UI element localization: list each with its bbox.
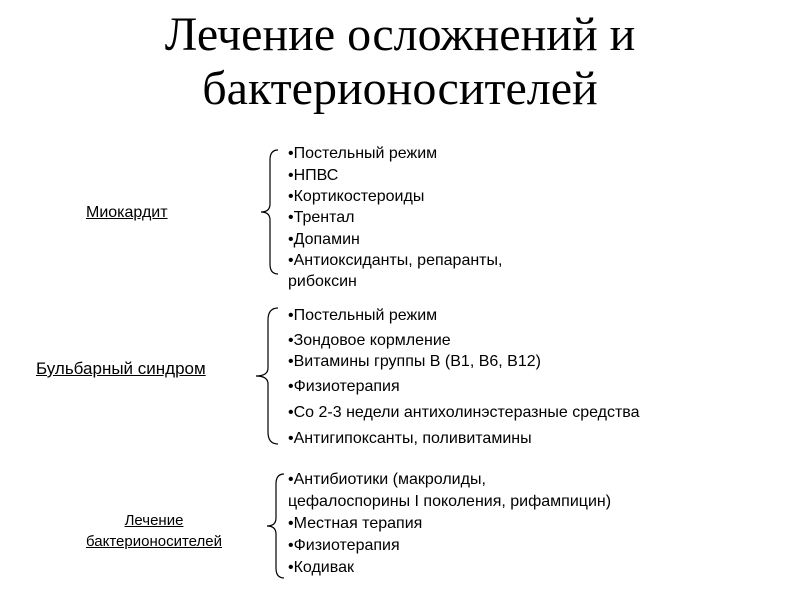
section-label-line-2: бактерионосителей <box>86 533 222 550</box>
list-item: •Физиотерапия <box>288 537 400 554</box>
list-item: •Допамин <box>288 231 360 248</box>
list-item: •Со 2-3 недели антихолинэстеразные средства <box>288 404 640 421</box>
list-item: •Антиоксиданты, репаранты, <box>288 252 503 269</box>
brace-bulbar-syndrome <box>252 306 282 446</box>
list-item: •Физиотерапия <box>288 378 400 395</box>
list-item: •Местная терапия <box>288 515 423 532</box>
list-item: рибоксин <box>288 273 357 290</box>
list-item: •Антигипоксанты, поливитамины <box>288 430 532 447</box>
section-label-bulbar-syndrome: Бульбарный синдром <box>36 359 206 378</box>
slide-title <box>0 8 800 116</box>
list-item: •Витамины группы В (В1, В6, В12) <box>288 353 541 370</box>
list-item: •Трентал <box>288 209 355 226</box>
list-item: •Кодивак <box>288 559 354 576</box>
list-item: •Постельный режим <box>288 145 438 162</box>
list-item: •Антибиотики (макролиды, <box>288 471 486 488</box>
slide-title-line-2: бактерионосителей <box>202 62 598 115</box>
list-item: •НПВС <box>288 167 339 184</box>
section-label-line-1: Лечение <box>124 512 184 529</box>
list-item: •Кортикостероиды <box>288 188 425 205</box>
list-item: •Постельный режим <box>288 307 438 324</box>
section-label-myocarditis: Миокардит <box>86 204 168 221</box>
list-item: цефалоспорины I поколения, рифампицин) <box>288 493 612 510</box>
brace-myocarditis <box>258 148 282 276</box>
brace-carrier-treatment <box>264 472 288 580</box>
list-item: •Зондовое кормление <box>288 332 451 349</box>
section-label-carrier-treatment <box>66 510 242 552</box>
slide-title-line-1: Лечение осложнений и <box>164 8 636 61</box>
